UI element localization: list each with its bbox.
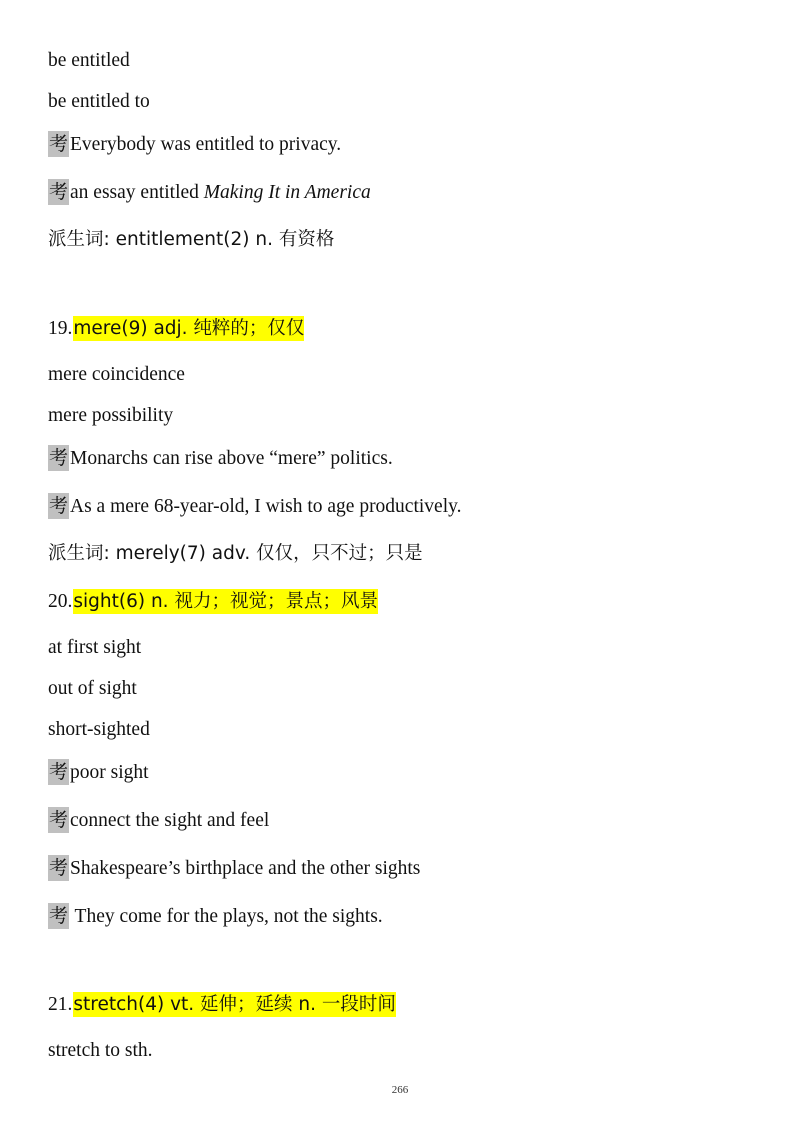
phrase-line bbox=[48, 363, 185, 387]
example-text: Everybody was entitled to privacy. bbox=[70, 134, 342, 155]
example-text: Shakespeare’s birthplace and the other sights bbox=[70, 858, 421, 879]
entry-heading-21 bbox=[48, 993, 396, 1017]
phrase-line bbox=[48, 1039, 153, 1063]
exam-example-line bbox=[48, 445, 393, 471]
entry-headword-highlight: mere(9) adj. 纯粹的；仅仅 bbox=[73, 318, 305, 339]
page-number: 266 bbox=[391, 1084, 409, 1096]
exam-example-line bbox=[48, 493, 461, 519]
example-text: They come for the plays, not the sights. bbox=[70, 906, 383, 927]
exam-tag: 考 bbox=[49, 761, 69, 783]
phrase-text: mere coincidence bbox=[48, 364, 185, 385]
phrase-text: be entitled to bbox=[48, 91, 150, 112]
example-text: As a mere 68-year-old, I wish to age productively. bbox=[70, 496, 462, 517]
example-text: poor sight bbox=[70, 762, 149, 783]
phrase-text: at first sight bbox=[48, 637, 142, 658]
phrase-line bbox=[48, 90, 150, 114]
exam-tag: 考 bbox=[49, 133, 69, 155]
exam-example-line bbox=[48, 855, 420, 881]
entry-number: 19. bbox=[48, 318, 73, 339]
exam-tag: 考 bbox=[49, 495, 69, 517]
phrase-text: be entitled bbox=[48, 50, 130, 71]
exam-example-line bbox=[48, 903, 383, 929]
phrase-line bbox=[48, 404, 173, 428]
derivative-line bbox=[48, 542, 423, 566]
entry-heading-20 bbox=[48, 590, 378, 614]
phrase-line bbox=[48, 677, 137, 701]
entry-number: 20. bbox=[48, 591, 73, 612]
phrase-line bbox=[48, 636, 141, 660]
exam-tag: 考 bbox=[49, 809, 69, 831]
example-text: Monarchs can rise above “mere” politics. bbox=[70, 448, 393, 469]
example-text: an essay entitled bbox=[70, 182, 204, 203]
exam-example-line bbox=[48, 759, 149, 785]
derivative-line bbox=[48, 228, 334, 252]
entry-headword-highlight: stretch(4) vt. 延伸；延续 n. 一段时间 bbox=[73, 994, 396, 1015]
exam-tag: 考 bbox=[49, 447, 69, 469]
exam-tag: 考 bbox=[49, 857, 69, 879]
phrase-line bbox=[48, 49, 130, 73]
example-text: connect the sight and feel bbox=[70, 810, 270, 831]
phrase-text: short-sighted bbox=[48, 719, 150, 740]
entry-headword-highlight: sight(6) n. 视力；视觉；景点；风景 bbox=[73, 591, 378, 612]
entry-number: 21. bbox=[48, 994, 73, 1015]
exam-tag: 考 bbox=[49, 905, 69, 927]
phrase-line bbox=[48, 718, 150, 742]
derivative-text: 派生词: merely(7) adv. 仅仅，只不过；只是 bbox=[48, 543, 423, 564]
phrase-text: mere possibility bbox=[48, 405, 174, 426]
entry-heading-19 bbox=[48, 317, 304, 341]
exam-example-line bbox=[48, 807, 269, 833]
phrase-text: stretch to sth. bbox=[48, 1040, 153, 1061]
example-title-italic: Making It in America bbox=[203, 182, 371, 203]
phrase-text: out of sight bbox=[48, 678, 137, 699]
exam-example-line bbox=[48, 131, 341, 157]
derivative-text: 派生词: entitlement(2) n. 有资格 bbox=[48, 229, 335, 250]
exam-tag: 考 bbox=[49, 181, 69, 203]
exam-example-line bbox=[48, 179, 371, 205]
